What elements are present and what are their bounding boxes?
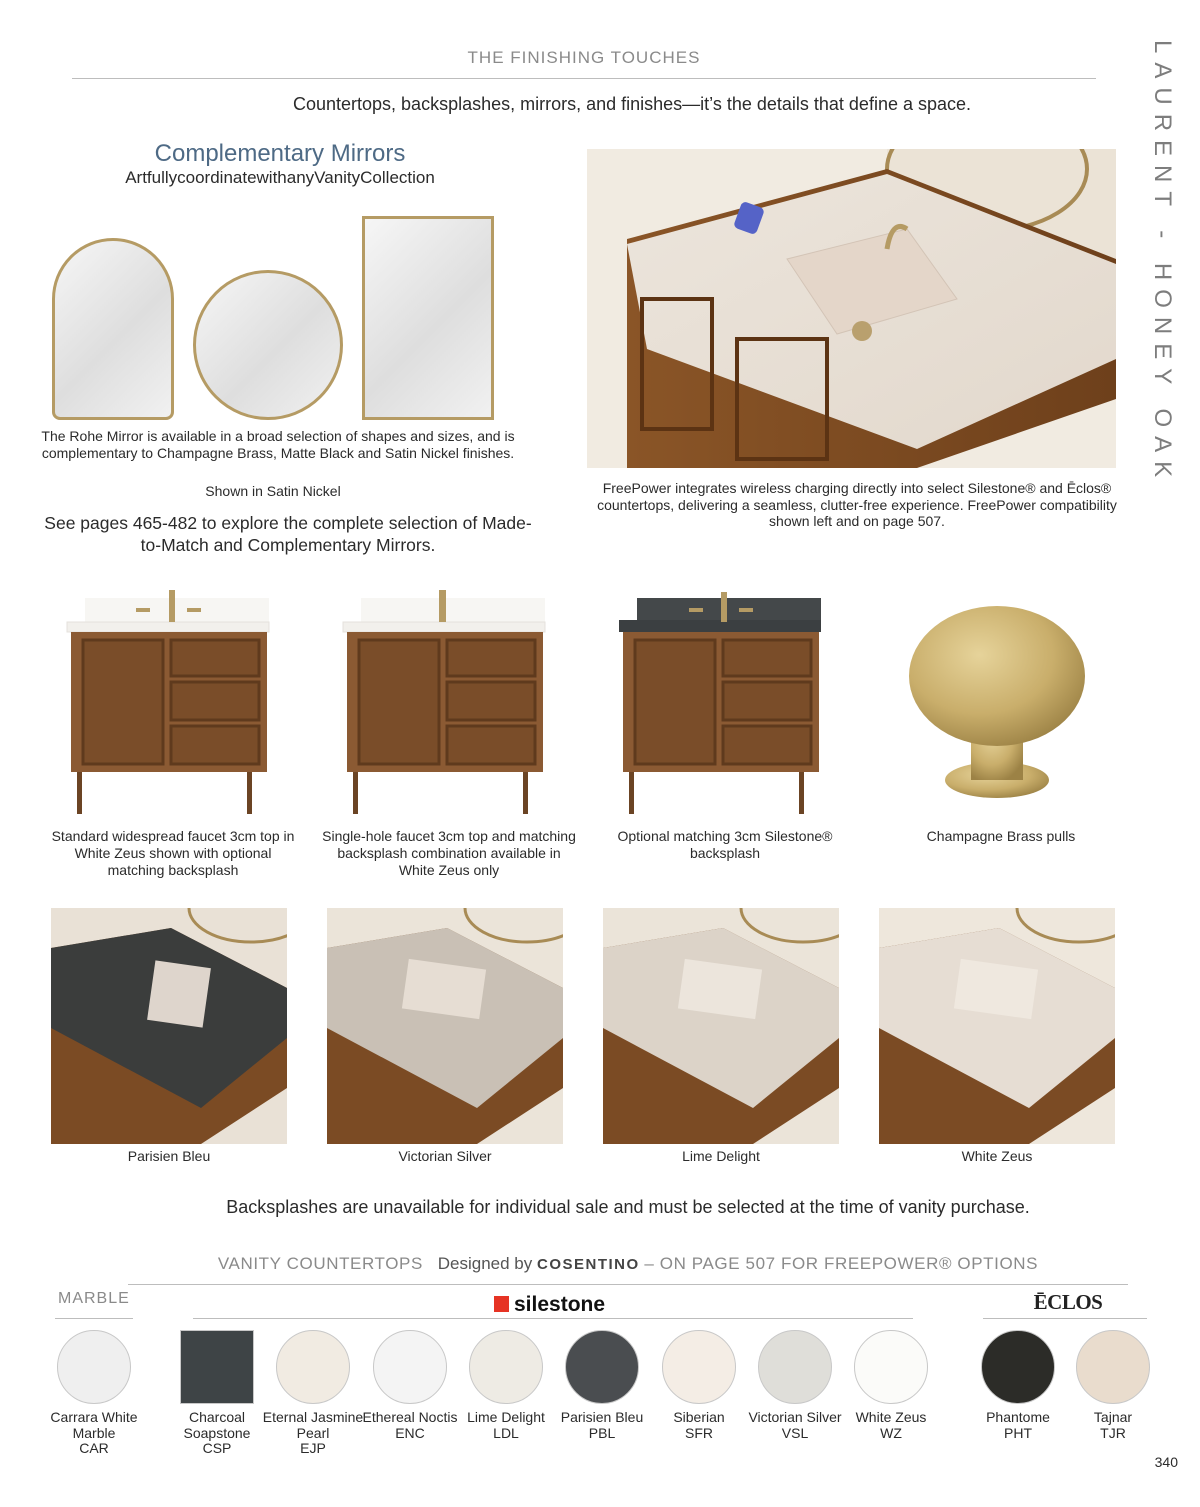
swatch-victorian-silver	[758, 1330, 832, 1404]
swatch-charcoal-soapstone	[180, 1330, 254, 1404]
swatch-code: WZ	[880, 1424, 902, 1441]
vanity-countertops-divider	[128, 1284, 1128, 1285]
swatch-code: PBL	[588, 1424, 616, 1441]
swatch-label-eternal-jasmine-pearl	[258, 1410, 368, 1457]
vanity-white-top-widespread-image	[51, 584, 287, 816]
swatch-label-phantome	[963, 1410, 1073, 1441]
silestone-logo-text: silestone	[514, 1293, 606, 1316]
eclos-divider	[983, 1318, 1147, 1319]
countertop-label-white-zeus: White Zeus	[961, 1148, 1033, 1164]
swatch-ethereal-noctis	[373, 1330, 447, 1404]
swatch-label-parisien-bleu	[547, 1410, 657, 1441]
champagne-brass-knob-image	[879, 584, 1115, 816]
round-mirror-image	[193, 270, 343, 420]
product-caption-single-hole: Single-hole faucet 3cm top and matching backsplash combination available in White Zeus only	[322, 828, 576, 878]
mirror-pages-note: See pages 465-482 to explore the complete selection of Made-to-Match and Complementary Mirrors.	[44, 513, 532, 555]
countertop-photo-lime-delight	[603, 908, 839, 1144]
swatch-name: Charcoal Soapstone	[183, 1409, 251, 1441]
countertop-label-lime-delight: Lime Delight	[682, 1148, 760, 1164]
swatch-code: TJR	[1100, 1424, 1126, 1441]
countertop-photo-victorian-silver	[327, 908, 563, 1144]
product-caption-widespread: Standard widespread faucet 3cm top in White Zeus shown with optional matching backsplash	[51, 828, 295, 878]
swatch-code: LDL	[493, 1424, 519, 1441]
section-title: THE FINISHING TOUCHES	[467, 48, 701, 67]
marble-divider	[55, 1318, 133, 1319]
swatch-code: VSL	[781, 1424, 809, 1441]
swatch-code: PHT	[1004, 1424, 1032, 1441]
silestone-divider	[193, 1318, 913, 1319]
swatch-name: Ethereal Noctis	[362, 1409, 458, 1425]
mirrors-heading: Complementary Mirrors	[154, 140, 406, 167]
swatch-code: EJP	[300, 1440, 326, 1456]
swatch-name: Eternal Jasmine Pearl	[262, 1409, 364, 1441]
swatch-white-zeus	[854, 1330, 928, 1404]
header-divider	[72, 78, 1096, 79]
eclos-logo: ĒCLOS	[1033, 1290, 1103, 1314]
swatch-lime-delight	[469, 1330, 543, 1404]
swatch-code: ENC	[395, 1424, 425, 1441]
swatch-label-carrara	[39, 1410, 149, 1457]
swatch-eternal-jasmine-pearl	[276, 1330, 350, 1404]
vanity-dark-top-backsplash-image	[603, 584, 839, 816]
swatch-tajnar	[1076, 1330, 1150, 1404]
vanity-countertops-heading	[72, 1254, 1184, 1274]
mirror-finish-note: Shown in Satin Nickel	[205, 483, 341, 499]
page-number: 340	[1154, 1454, 1178, 1470]
silestone-logo	[492, 1290, 622, 1316]
mirrors-subheading: ArtfullycoordinatewithanyVanityCollection	[125, 168, 435, 187]
swatch-label-ethereal-noctis	[355, 1410, 465, 1441]
swatch-name: Lime Delight	[467, 1409, 545, 1425]
swatch-parisien-bleu	[565, 1330, 639, 1404]
marble-label: MARBLE	[58, 1290, 130, 1307]
swatch-name: Tajnar	[1093, 1409, 1133, 1425]
swatch-name: Parisien Bleu	[560, 1409, 644, 1425]
swatch-label-siberian	[644, 1410, 754, 1441]
swatch-label-lime-delight	[451, 1410, 561, 1441]
freepower-caption: FreePower integrates wireless charging directly into select Silestone® and Ēclos® countertops, delivering a seamless, clutter-free experience. FreePower compatibility shown left and on page 507.	[597, 480, 1117, 529]
vanity-countertops-title: VANITY COUNTERTOPS	[217, 1254, 423, 1273]
side-collection-title: LAURENT - HONEY OAK	[1149, 40, 1176, 487]
swatch-name: White Zeus	[855, 1409, 927, 1425]
swatch-code: CSP	[202, 1440, 232, 1456]
freepower-vanity-photo	[587, 149, 1116, 468]
swatch-name: Phantome	[986, 1409, 1050, 1425]
countertop-photo-parisien-bleu	[51, 908, 287, 1144]
mirror-caption: The Rohe Mirror is available in a broad selection of shapes and sizes, and is complementary to Champagne Brass, Matte Black and Satin Nickel finishes.	[41, 428, 515, 461]
swatch-label-tajnar	[1058, 1410, 1168, 1441]
backsplash-note: Backsplashes are unavailable for individual sale and must be selected at the time of vanity purchase.	[226, 1197, 1030, 1217]
swatch-label-victorian-silver	[740, 1410, 850, 1441]
swatch-label-white-zeus	[836, 1410, 946, 1441]
countertop-label-victorian-silver: Victorian Silver	[398, 1148, 492, 1164]
cosentino-brand: COSENTINO	[536, 1256, 640, 1273]
rectangle-mirror-image	[362, 216, 494, 420]
swatch-carrara-white-marble	[57, 1330, 131, 1404]
swatch-name: Victorian Silver	[748, 1409, 842, 1425]
intro-text: Countertops, backsplashes, mirrors, and finishes—it’s the details that define a space.	[292, 94, 972, 114]
swatch-siberian	[662, 1330, 736, 1404]
countertop-photo-white-zeus	[879, 908, 1115, 1144]
countertop-label-parisien-bleu: Parisien Bleu	[127, 1148, 211, 1164]
swatch-phantome	[981, 1330, 1055, 1404]
product-caption-pulls: Champagne Brass pulls	[926, 828, 1076, 844]
swatch-code: CAR	[79, 1440, 109, 1456]
swatch-name: Siberian	[673, 1409, 725, 1425]
swatch-code: SFR	[685, 1424, 713, 1441]
freepower-options-note: – ON PAGE 507 FOR FREEPOWER® OPTIONS	[644, 1254, 1039, 1273]
arch-mirror-image	[52, 238, 174, 420]
swatch-name: Carrara White Marble	[50, 1409, 138, 1441]
swatch-label-charcoal-soapstone	[162, 1410, 272, 1457]
vanity-white-top-single-hole-image	[327, 584, 563, 816]
product-caption-backsplash: Optional matching 3cm Silestone® backsplash	[617, 828, 833, 861]
designed-by-label: Designed by	[437, 1254, 533, 1273]
